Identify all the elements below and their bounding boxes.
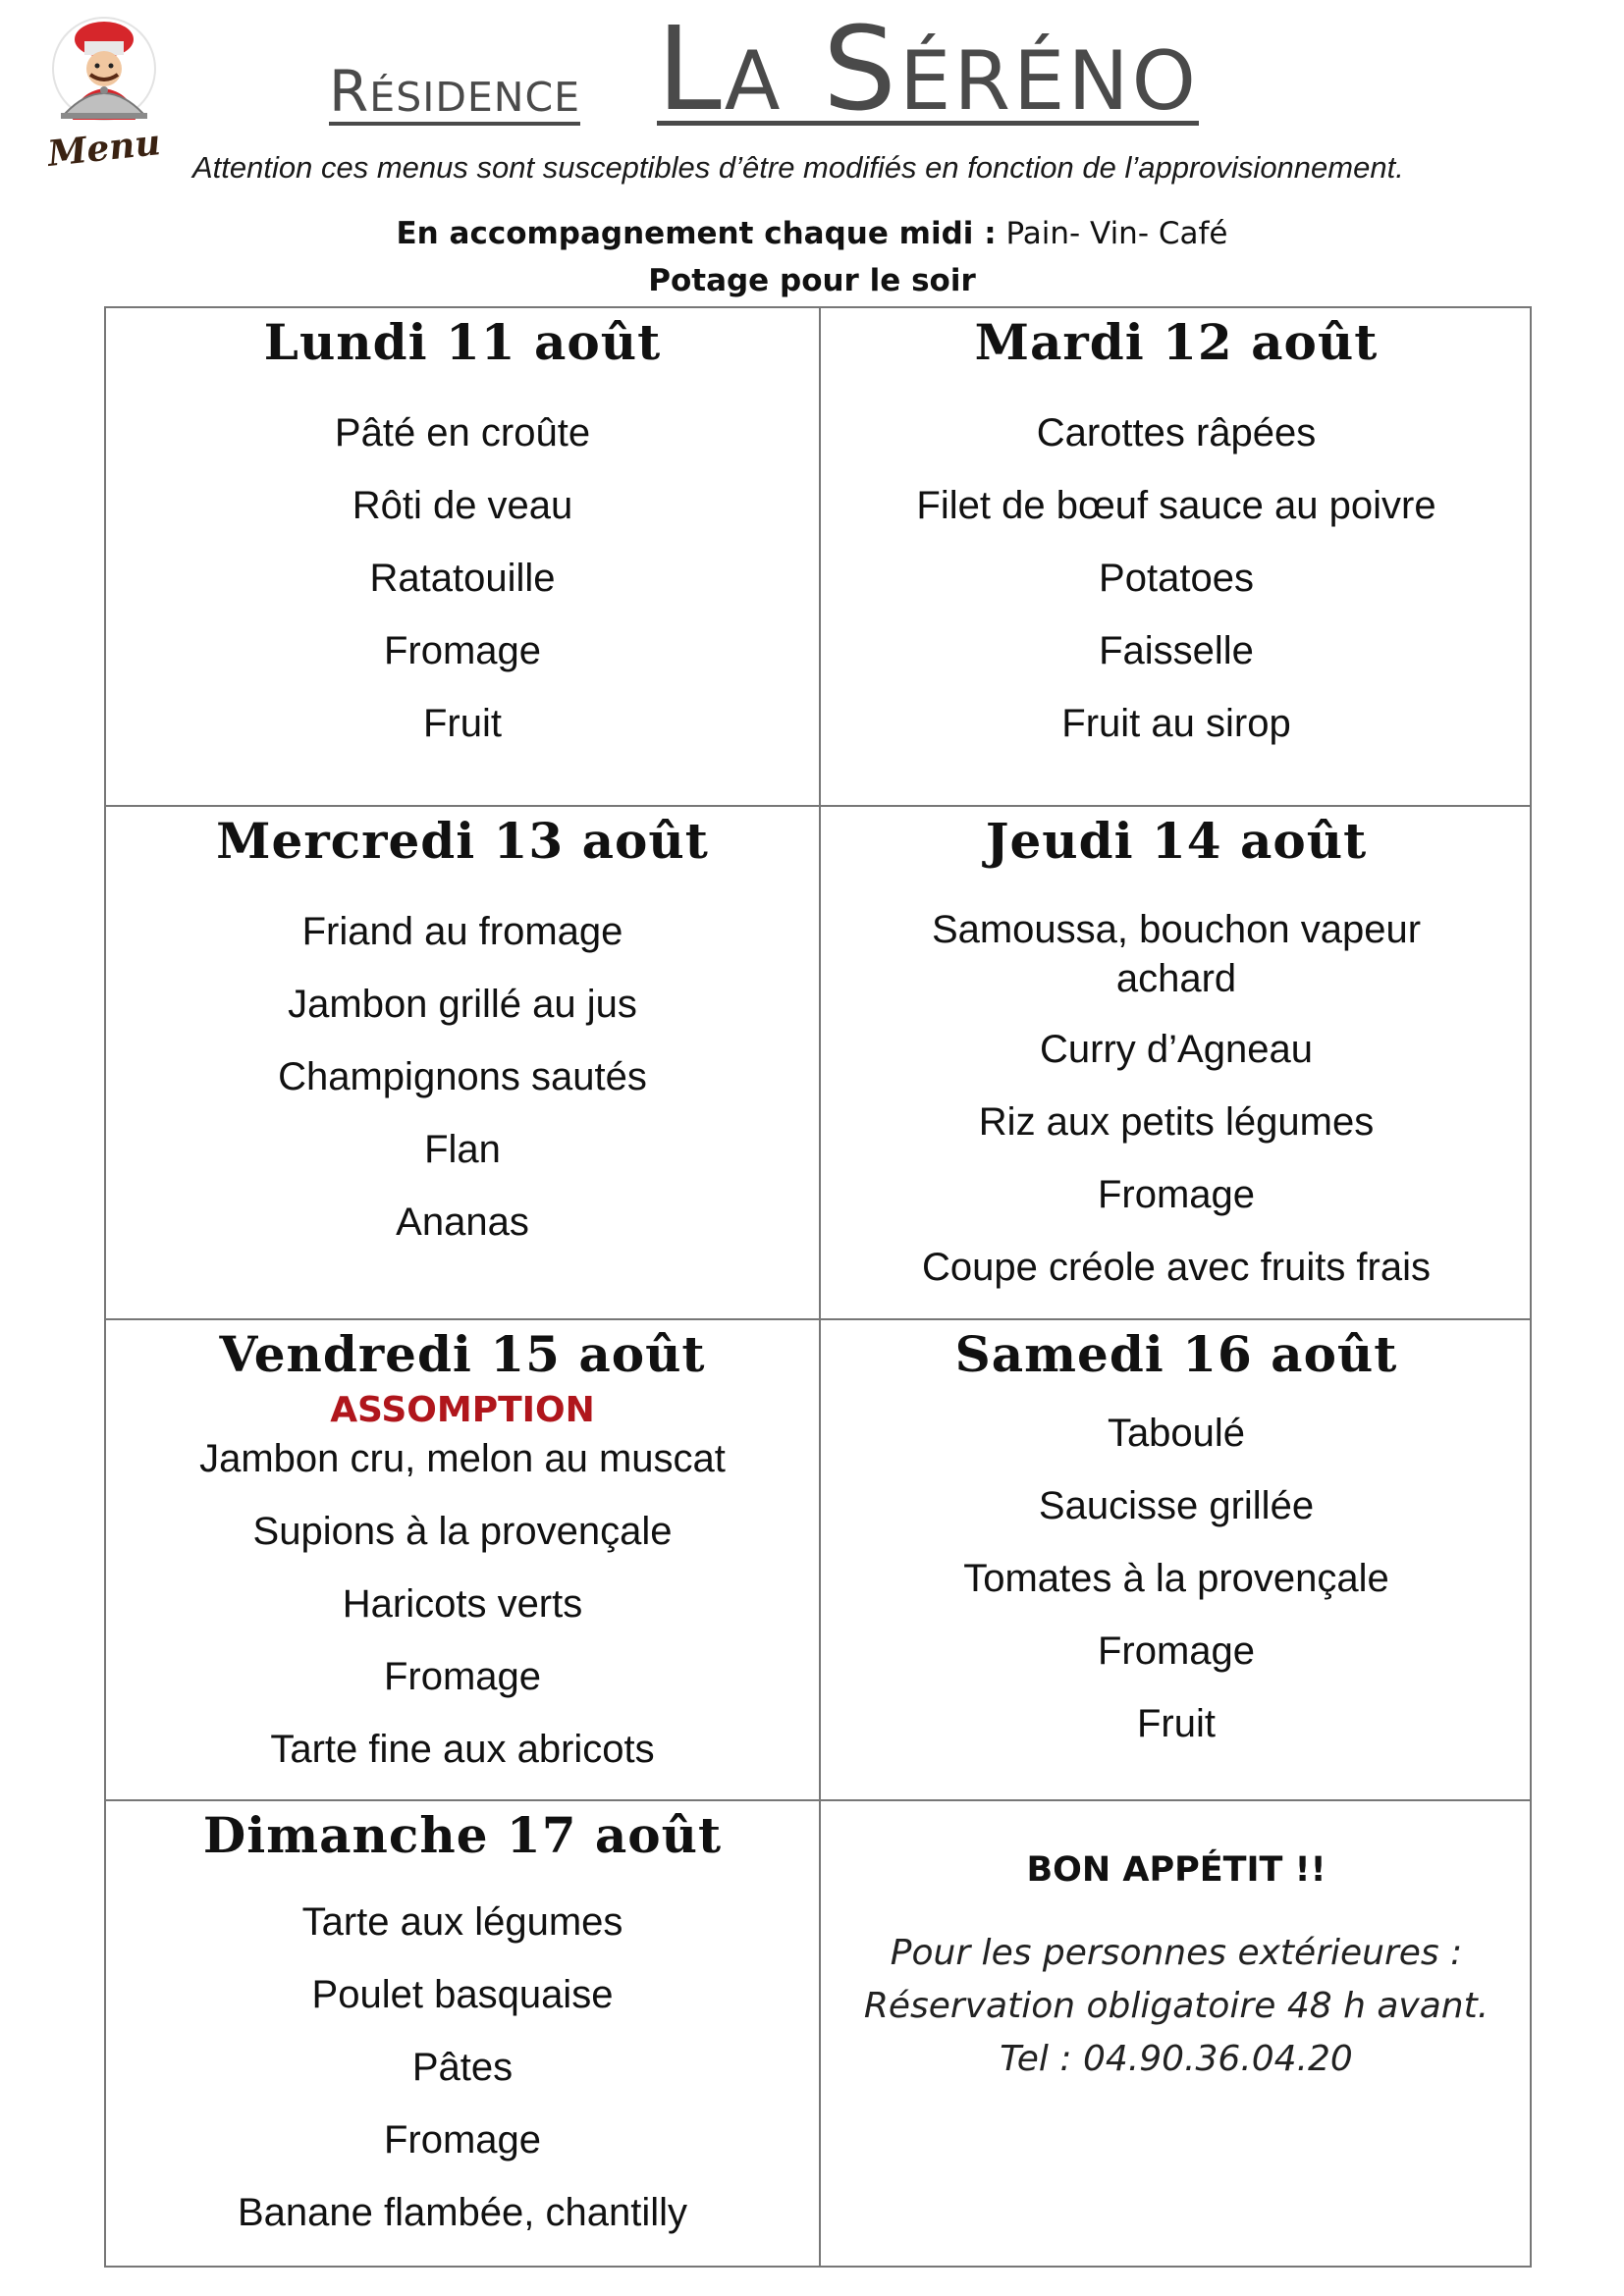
dish: Jambon grillé au jus xyxy=(288,983,637,1026)
dish: Saucisse grillée xyxy=(1038,1484,1315,1527)
dish: Potatoes xyxy=(1099,557,1254,600)
dish: Fromage xyxy=(1097,1629,1256,1673)
day-title: Vendredi 15 août xyxy=(219,1325,706,1383)
dish: Rôti de veau xyxy=(352,484,573,527)
dish: Fromage xyxy=(1097,1173,1256,1216)
dish: Coupe créole avec fruits frais xyxy=(921,1246,1431,1289)
dish: Ananas xyxy=(396,1201,529,1244)
dish: Fromage xyxy=(383,629,542,672)
bon-appetit-text: BON APPÉTIT !! xyxy=(1026,1850,1326,1890)
menu-logo-text: Menu xyxy=(45,122,163,175)
dish: Banane flambée, chantilly xyxy=(237,2191,688,2234)
evening-soup-line: Potage pour le soir xyxy=(648,263,976,298)
day-cell-dimanche xyxy=(106,1801,819,2268)
day-cell-samedi xyxy=(821,1320,1532,1799)
dish: Haricots verts xyxy=(342,1582,583,1626)
dish: Champignons sautés xyxy=(278,1055,647,1098)
day-title: Lundi 11 août xyxy=(263,313,662,371)
dish: Samoussa, bouchon vapeur xyxy=(931,908,1422,951)
reservation-text: Réservation obligatoire 48 h avant. xyxy=(863,1986,1489,2026)
dish: Poulet basquaise xyxy=(311,1973,614,2016)
dish: Tarte aux légumes xyxy=(301,1900,623,1944)
phone-text: Tel : 04.90.36.04.20 xyxy=(1000,2039,1353,2079)
day-cell-jeudi xyxy=(821,807,1532,1318)
day-title: Samedi 16 août xyxy=(954,1325,1398,1383)
dish: Carottes râpées xyxy=(1036,411,1317,454)
dish: Fruit au sirop xyxy=(1061,702,1291,745)
dish: Fromage xyxy=(383,1655,542,1698)
dish: Friand au fromage xyxy=(301,910,623,953)
dish: Pâtes xyxy=(411,2046,514,2089)
dish: achard xyxy=(1115,957,1237,1000)
dish: Fruit xyxy=(1137,1702,1216,1745)
chef-menu-logo xyxy=(35,12,173,175)
accompaniment-line xyxy=(0,216,1624,251)
holiday-label: ASSOMPTION xyxy=(330,1390,595,1430)
info-cell xyxy=(821,1801,1532,2268)
supply-notice: Attention ces menus sont susceptibles d’être modifiés en fonction de l’approvisionnement. xyxy=(192,150,1404,185)
dish: Flan xyxy=(424,1128,501,1171)
page-title xyxy=(329,0,1262,136)
dish: Fromage xyxy=(383,2118,542,2162)
day-title: Mercredi 13 août xyxy=(216,812,709,870)
title-name: La Séréno xyxy=(657,0,1199,136)
accompaniment-label: En accompagnement chaque midi : xyxy=(396,216,997,251)
dish: Pâté en croûte xyxy=(334,411,591,454)
dish: Ratatouille xyxy=(369,557,556,600)
dish: Filet de bœuf sauce au poivre xyxy=(916,484,1436,527)
dish: Curry d’Agneau xyxy=(1040,1028,1313,1071)
title-residence: Résidence xyxy=(329,58,581,125)
day-title: Jeudi 14 août xyxy=(985,812,1368,870)
dish: Tomates à la provençale xyxy=(963,1557,1389,1600)
dish: Taboulé xyxy=(1107,1412,1246,1455)
day-title: Mardi 12 août xyxy=(974,313,1379,371)
day-cell-vendredi xyxy=(106,1320,819,1799)
day-cell-lundi xyxy=(106,308,819,805)
dish: Riz aux petits légumes xyxy=(978,1100,1375,1144)
dish: Jambon cru, melon au muscat xyxy=(199,1437,726,1480)
dish: Fruit xyxy=(423,702,502,745)
dish: Supions à la provençale xyxy=(252,1510,673,1553)
day-title: Dimanche 17 août xyxy=(202,1806,723,1864)
dish: Tarte fine aux abricots xyxy=(270,1728,655,1771)
day-cell-mardi xyxy=(821,308,1532,805)
weekly-menu-table xyxy=(104,306,1532,2268)
day-cell-mercredi xyxy=(106,807,819,1318)
external-guests-text: Pour les personnes extérieures : xyxy=(890,1933,1463,1973)
dish: Faisselle xyxy=(1099,629,1254,672)
accompaniment-value: Pain- Vin- Café xyxy=(996,216,1228,251)
